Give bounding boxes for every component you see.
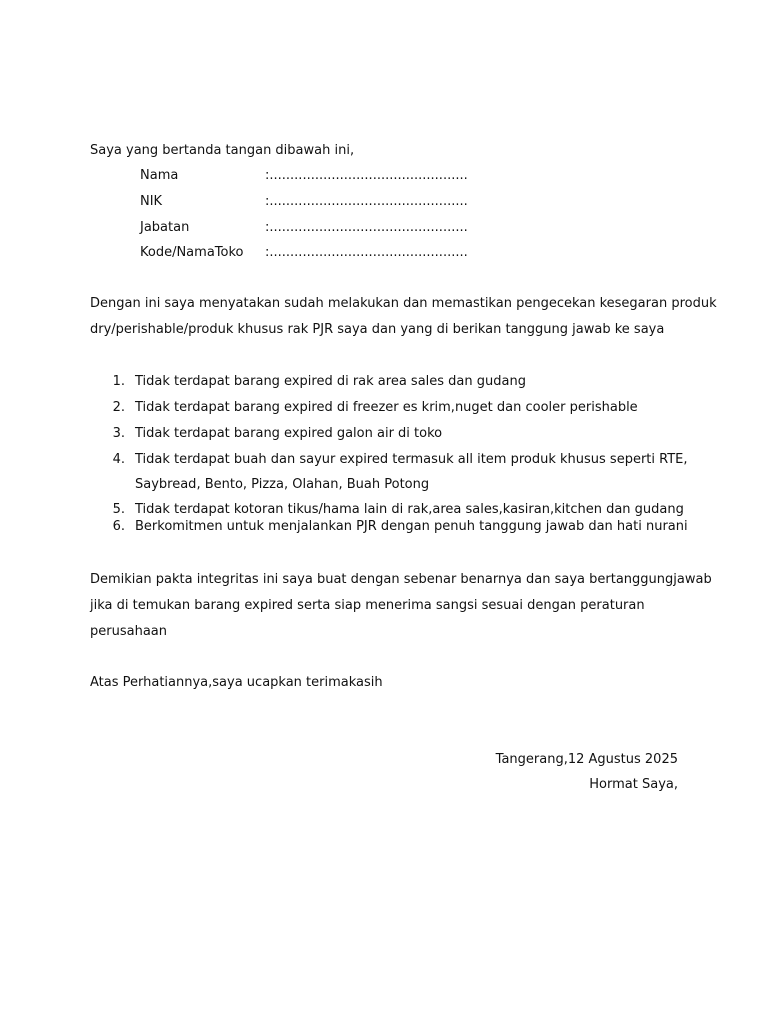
list-item-text-continued: Saybread, Bento, Pizza, Olahan, Buah Potong <box>135 477 430 492</box>
statement-line-1: Dengan ini saya menyatakan sudah melakukan dan memastikan pengecekan kesegaran produk <box>90 296 717 311</box>
thanks-text: Atas Perhatiannya,saya ucapkan terimakasih <box>90 675 383 690</box>
signature-place-date: Tangerang,12 Agustus 2025 <box>495 752 678 767</box>
statement-line-2: dry/perishable/produk khusus rak PJR saya dan yang di berikan tanggung jawab ke saya <box>90 322 665 337</box>
field-label-jabatan: Jabatan <box>140 220 190 235</box>
field-value-kode-toko: :................................................ <box>265 245 468 260</box>
list-number: 1. <box>112 374 125 389</box>
closing-line-3: perusahaan <box>90 624 167 639</box>
list-item-text: Tidak terdapat kotoran tikus/hama lain di rak,area sales,kasiran,kitchen dan gudang <box>135 502 684 517</box>
intro-text: Saya yang bertanda tangan dibawah ini, <box>90 143 355 158</box>
list-number: 4. <box>112 452 125 467</box>
list-item-text: Tidak terdapat buah dan sayur expired termasuk all item produk khusus seperti RTE, <box>135 452 688 467</box>
list-item-text: Berkomitmen untuk menjalankan PJR dengan penuh tanggung jawab dan hati nurani <box>135 519 688 534</box>
list-number: 5. <box>112 502 125 517</box>
field-value-jabatan: :................................................ <box>265 220 468 235</box>
list-number: 3. <box>112 426 125 441</box>
field-value-nik: :................................................ <box>265 194 468 209</box>
list-number: 2. <box>112 400 125 415</box>
signature-regards: Hormat Saya, <box>589 777 678 792</box>
closing-line-1: Demikian pakta integritas ini saya buat dengan sebenar benarnya dan saya bertanggungjawab <box>90 572 712 587</box>
field-label-nama: Nama <box>140 168 179 183</box>
field-label-kode-toko: Kode/NamaToko <box>140 245 244 260</box>
field-value-nama: :................................................ <box>265 168 468 183</box>
list-item-text: Tidak terdapat barang expired galon air di toko <box>135 426 443 441</box>
field-label-nik: NIK <box>140 194 163 209</box>
list-item-text: Tidak terdapat barang expired di freezer es krim,nuget dan cooler perishable <box>135 400 638 415</box>
list-item-text: Tidak terdapat barang expired di rak area sales dan gudang <box>135 374 526 389</box>
closing-line-2: jika di temukan barang expired serta siap menerima sangsi sesuai dengan peraturan <box>90 598 645 613</box>
list-number: 6. <box>112 519 125 534</box>
